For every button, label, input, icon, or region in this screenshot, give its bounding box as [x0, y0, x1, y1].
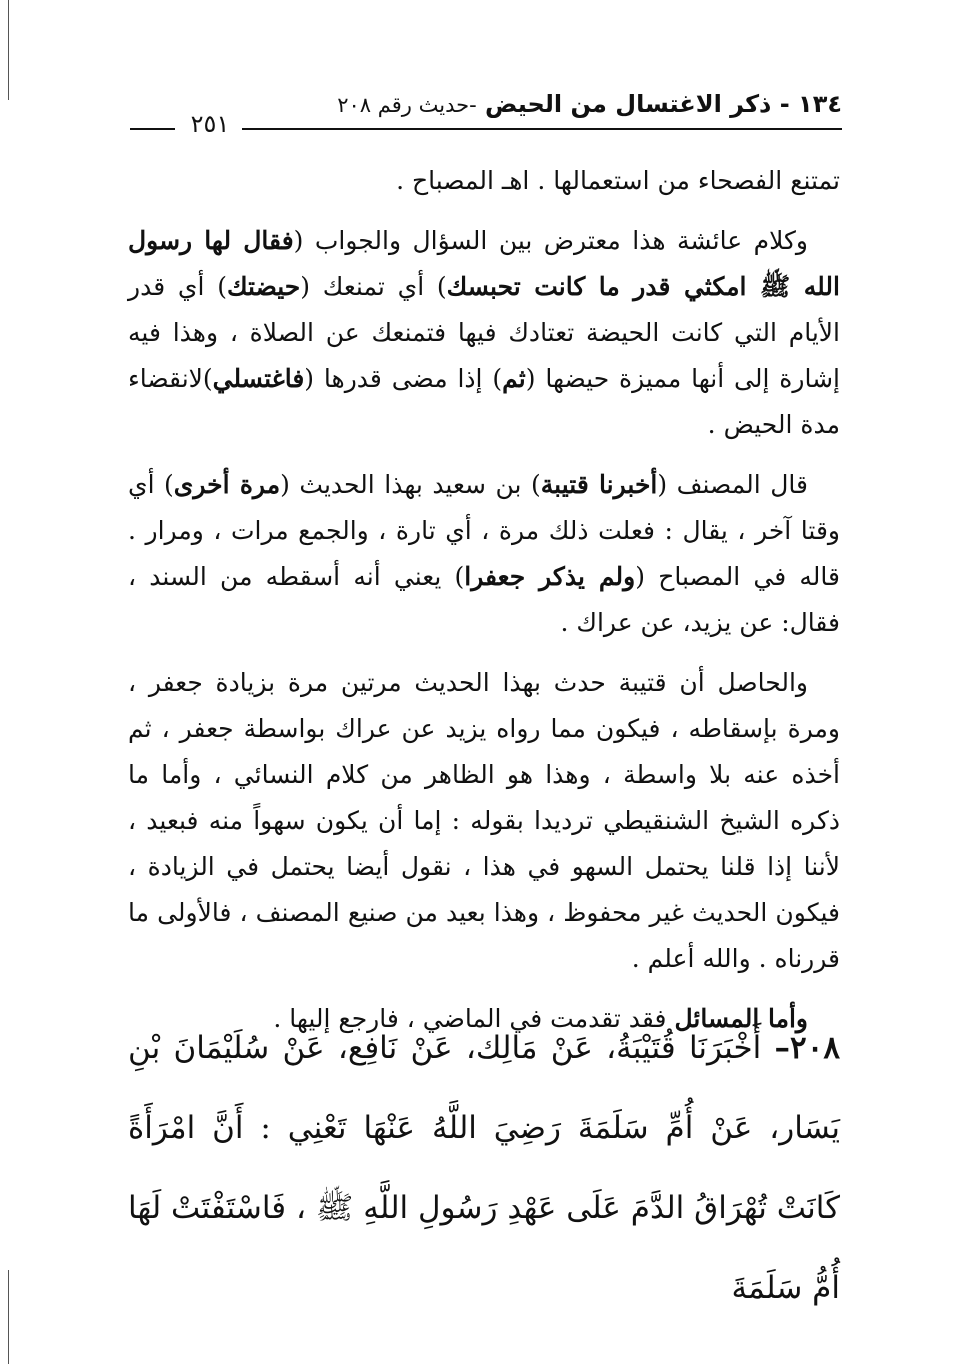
page-edge-line — [8, 0, 9, 100]
paragraph: والحاصل أن قتيبة حدث بهذا الحديث مرتين مرة بزيادة جعفر ، ومرة بإسقاطه ، فيكون مما رواه يزيد عن عراك بواسطة جعفر ، ثم أخذه عنه بلا واسطة ، وهذا هو الظاهر من كلام النسائي ، وأما ما ذكره الشيخ الشنقيطي ترديدا بقوله : إما أن يكون سهواً منه فبعيد ، لأننا إذا قلنا يحتمل السهو في هذا ، نقول أيضا يحتمل في الزيادة ، فيكون الحديث غير محفوظ ، وهذا بعيد من صنيع المصنف ، فالأولى ما قررناه . والله أعلم . — [128, 668, 840, 973]
hadith-text — [128, 1008, 840, 1328]
page-edge-line — [8, 1270, 9, 1364]
header-hadith-ref: حديث رقم ٢٠٨ — [337, 93, 470, 117]
running-header — [130, 90, 842, 140]
hadith-number: ٢٠٨– — [774, 1030, 840, 1066]
hadith-body: أَخْبَرَنَا قُتَيْبَةُ، عَنْ مَالِك، عَنْ نَافِع، عَنْ سُلَيْمَانَ بْنِ يَسَار، عَنْ أُمِّ سَلَمَةَ رَضِيَ اللَّهُ عَنْهَا تَعْنِي : أَنَّ امْرَأَةً كَانَتْ تُهْرَاقُ الدَّمَ عَلَى عَهْدِ رَسُولِ اللَّهِ ﷺ ، فَاسْتَفْتَتْ لَهَا أُمُّ سَلَمَةَ — [128, 1030, 840, 1306]
header-chapter-title: ذكر الاغتسال من الحيض — [485, 90, 772, 118]
header-page-label: ١٣٤ — [798, 90, 842, 118]
paragraph: وكلام عائشة هذا معترض بين السؤال والجواب (فقال لها رسول الله ﷺ امكثي قدر ما كانت تحبسك) أي تمنعك (حيضتك) أي قدر الأيام التي كانت الحيضة تعتادك فيها فتمنعك عن الصلاة ، وهذا فيه إشارة إلى أنها مميزة حيضها (ثم) إذا مضى قدرها (فاغتسلي)لانقضاء مدة الحيض . — [128, 226, 840, 439]
paragraph: وأما المسائل فقد تقدمت في الماضي ، فارجع إليها . — [273, 1004, 808, 1033]
commentary-text — [128, 158, 840, 1056]
paragraph: تمتنع الفصحاء من استعمالها . اهـ المصباح . — [396, 166, 840, 195]
paragraph: قال المصنف (أخبرنا قتيبة) بن سعيد بهذا الحديث (مرة أخرى) أي وقتا آخر ، يقال : فعلت ذلك مرة ، أي تارة ، والجمع مرات ، ومرار . قاله في المصباح (ولم يذكر جعفرا) يعني أنه أسقطه من السند ، فقال: عن يزيد، عن عراك . — [128, 470, 840, 637]
header-rule — [242, 128, 842, 130]
page-number: ٢٥١ — [190, 110, 230, 138]
header-title: ١٣٤ - ذكر الاغتسال من الحيض -حديث رقم ٢٠٨ — [337, 90, 842, 118]
header-rule-left — [130, 128, 175, 130]
